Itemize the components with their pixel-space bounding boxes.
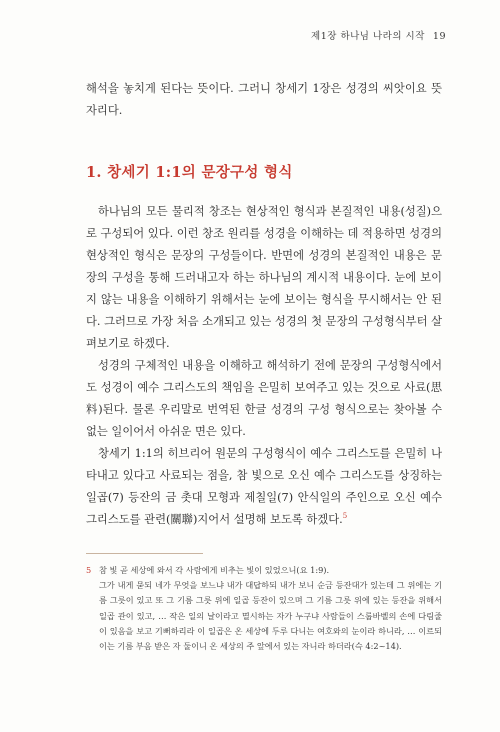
paragraph-text: 창세기 1:1의 히브리어 원문의 구성형식이 예수 그리스도를 은밀히 나타내고 있다고 사료되는 점을, 참 빛으로 오신 예수 그리스도를 상징하는 일곱(7) 등잔의 금 촛대 모형과 제칠일(7) 안식일의 주인으로 오신 예수 그리스도를 관련(關聯)지어서 설명해 보도록 하겠다. (86, 447, 442, 526)
running-header (311, 28, 446, 42)
footnote-divider (86, 553, 203, 554)
paragraph: 하나님의 모든 물리적 창조는 현상적인 형식과 본질적인 내용(성질)으로 구성되어 있다. 이런 창조 원리를 성경을 이해하는 데 적용하면 성경의 현상적인 형식은 문장의 구성들이다. 반면에 성경의 본질적인 내용은 문장의 구성을 통해 드러내고자 하는 하나님의 계시적 내용이다. 눈에 보이지 않는 내용을 이해하기 위해서는 눈에 보이는 형식을 무시해서는 안 된다. 그러므로 가장 처음 소개되고 있는 성경의 첫 문장의 구성형식부터 살펴보기로 하겠다. (86, 205, 442, 350)
section-heading: 1. 창세기 1:1의 문장구성 형식 (86, 164, 293, 181)
intro-paragraph: 해석을 놓치게 된다는 뜻이다. 그러니 창세기 1장은 성경의 씨앗이요 뜻자리다. (86, 82, 442, 117)
footnote (86, 563, 442, 654)
main-text (86, 201, 442, 531)
paragraph: 성경의 구체적인 내용을 이해하고 해석하기 전에 문장의 구성형식에서도 성경이 예수 그리스도의 책임을 은밀히 보여주고 있는 것으로 사료(思料)된다. 물론 우리말로 번역된 한글 성경의 구성 형식으로는 찾아볼 수 없는 일이어서 아쉬운 면은 있다. (86, 359, 442, 438)
footnote-quote: 그가 내게 묻되 네가 무엇을 보느냐 내가 대답하되 내가 보니 순금 등잔대가 있는데 그 위에는 기름 그릇이 있고 또 그 기름 그릇 위에 일곱 등잔이 있으며 그 기름 그릇 위에 있는 등잔을 위해서 일곱 관이 있고, … 작은 일의 날이라고 멸시하는 자가 누구냐 사람들이 스룹바벨의 손에 다림줄이 있음을 보고 기뻐하리라 이 일곱은 온 세상에 두루 다니는 여호와의 눈이라 하니라, … 이르되 이는 기름 부음 받은 자 둘이니 온 세상의 주 앞에서 있는 자니라 하더라(슥 4:2~14). (99, 580, 442, 652)
page-number: 19 (432, 31, 446, 42)
chapter-title: 제1장 하나님 나라의 시작 (311, 31, 425, 42)
footnote-reference[interactable]: 5 (342, 512, 348, 521)
footnote-first-line: 참 빛 곧 세상에 와서 각 사람에게 비추는 빛이 있었으니(요 1:9). (99, 565, 330, 575)
footnote-number: 5 (86, 565, 92, 575)
intro-text (86, 78, 442, 122)
paragraph-with-footnote (86, 443, 442, 531)
